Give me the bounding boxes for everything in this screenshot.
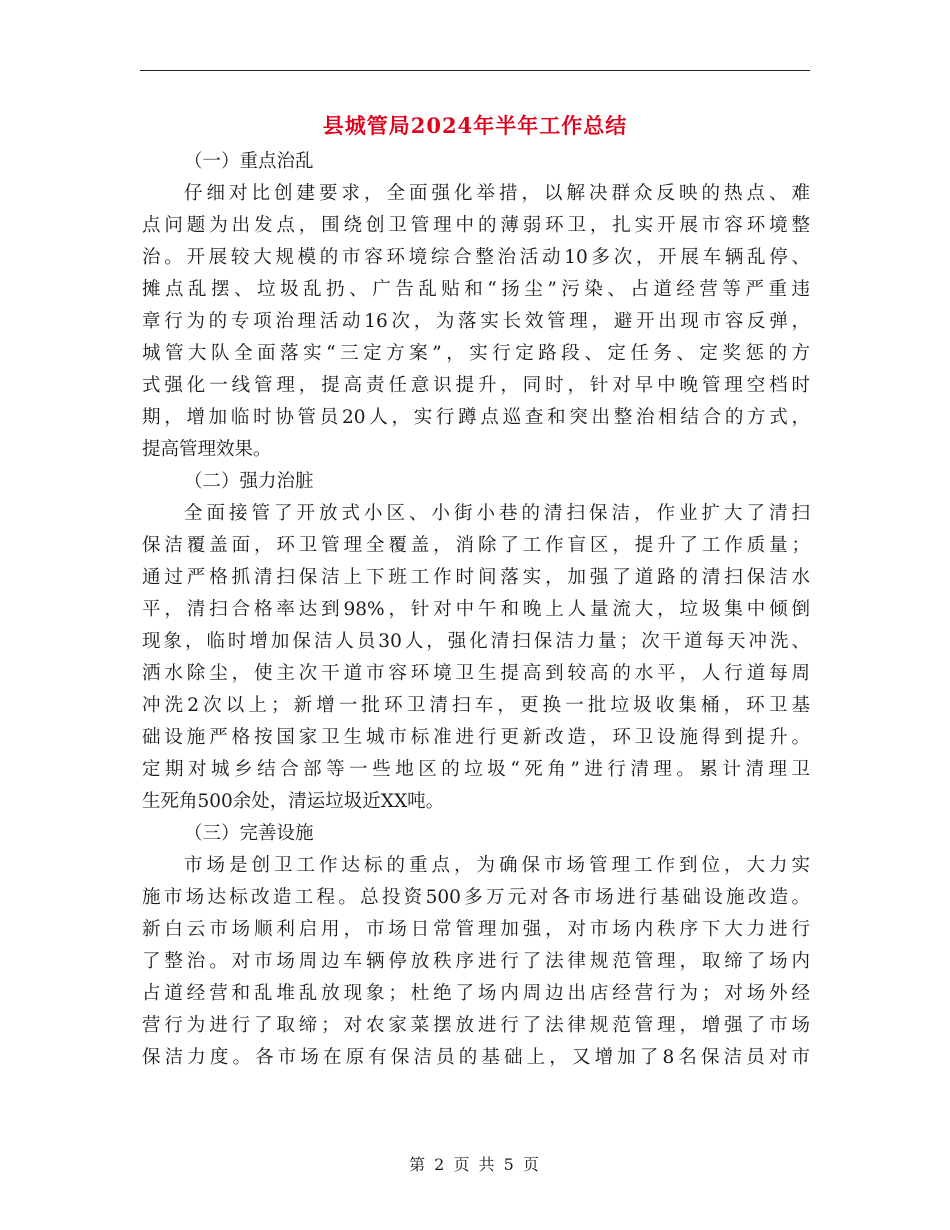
paragraph-line: 占道经营和乱堆乱放现象；杜绝了场内周边出店经营行为；对场外经 [142, 983, 810, 1004]
paragraph-line: 洒水除尘，使主次干道市容环境卫生提高到较高的水平，人行道每周 [142, 663, 810, 684]
paragraph-line: 点问题为出发点，围绕创卫管理中的薄弱环卫，扎实开展市容环境整 [142, 215, 810, 236]
paragraph-line: 全面接管了开放式小区、小街小巷的清扫保洁，作业扩大了清扫 [184, 503, 810, 524]
paragraph-line: 式强化一线管理，提高责任意识提升，同时，针对早中晚管理空档时 [142, 375, 810, 396]
paragraph-line: 治。开展较大规模的市容环境综合整治活动10多次，开展车辆乱停、 [142, 247, 810, 268]
paragraph-line: 冲洗2次以上；新增一批环卫清扫车，更换一批垃圾收集桶，环卫基 [142, 695, 810, 716]
paragraph-line: 施市场达标改造工程。总投资500多万元对各市场进行基础设施改造。 [142, 887, 810, 908]
paragraph-line: 新白云市场顺利启用，市场日常管理加强，对市场内秩序下大力进行 [142, 919, 810, 940]
paragraph-line: 现象，临时增加保洁人员30人，强化清扫保洁力量；次干道每天冲洗、 [142, 631, 810, 652]
paragraph-line: 摊点乱摆、垃圾乱扔、广告乱贴和“扬尘”污染、占道经营等严重违 [142, 279, 810, 300]
paragraph-line: 保洁覆盖面，环卫管理全覆盖，消除了工作盲区，提升了工作质量； [142, 535, 810, 556]
paragraph-line: 城管大队全面落实“三定方案”，实行定路段、定任务、定奖惩的方 [142, 343, 810, 364]
paragraph-line: 了整治。对市场周边车辆停放秩序进行了法律规范管理，取缔了场内 [142, 951, 810, 972]
paragraph-line: 章行为的专项治理活动16次，为落实长效管理，避开出现市容反弹， [142, 311, 810, 332]
section-heading: （二）强力治脏 [184, 471, 314, 492]
paragraph-line: 础设施严格按国家卫生城市标准进行更新改造，环卫设施得到提升。 [142, 727, 810, 748]
paragraph-line: 市场是创卫工作达标的重点，为确保市场管理工作到位，大力实 [184, 855, 810, 876]
paragraph-line: 仔细对比创建要求，全面强化举措，以解决群众反映的热点、难 [184, 183, 810, 204]
header-rule [140, 70, 810, 71]
paragraph-line: 营行为进行了取缔；对农家菜摆放进行了法律规范管理，增强了市场 [142, 1015, 810, 1036]
document-body [142, 146, 810, 1074]
paragraph-line: 提高管理效果。 [142, 439, 272, 460]
document-title: 县城管局2024年半年工作总结 [322, 113, 628, 138]
paragraph-line: 平，清扫合格率达到98%，针对中午和晚上人量流大，垃圾集中倾倒 [142, 599, 810, 620]
section-heading: （一）重点治乱 [184, 151, 314, 172]
paragraph-line: 通过严格抓清扫保洁上下班工作时间落实，加强了道路的清扫保洁水 [142, 567, 810, 588]
paragraph-line: 期，增加临时协管员20人，实行蹲点巡查和突出整治相结合的方式， [142, 407, 810, 428]
paragraph-line: 保洁力度。各市场在原有保洁员的基础上，又增加了8名保洁员对市 [142, 1047, 810, 1068]
paragraph-line: 生死角500余处，清运垃圾近XX吨。 [142, 791, 445, 812]
paragraph-line: 定期对城乡结合部等一些地区的垃圾“死角”进行清理。累计清理卫 [142, 759, 810, 780]
section-heading: （三）完善设施 [184, 823, 314, 844]
page-footer: 第 2 页 共 5 页 [409, 1155, 541, 1174]
